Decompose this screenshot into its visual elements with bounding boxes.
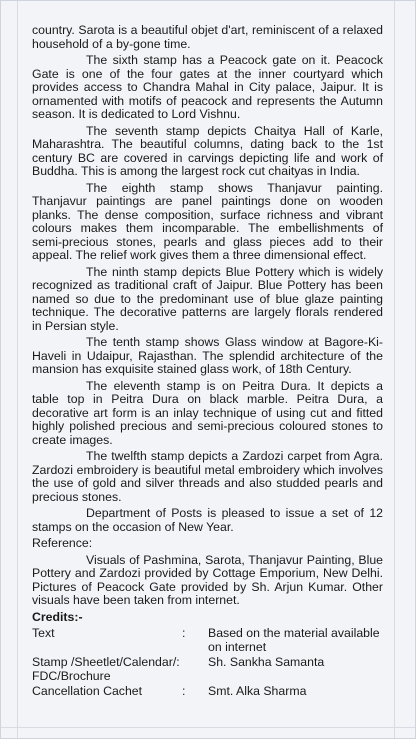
body-paragraph: The seventh stamp depicts Chaitya Hall of Karle, Maharashtra. The beautiful columns, dating back to the 1st century BC are covered in carvings depicting life and work of Buddha. This is among the largest rock cut chaityas in India. xyxy=(32,123,383,178)
credit-value: Based on the material available on internet xyxy=(208,626,380,654)
reference-text: Visuals of Pashmina, Sarota, Thanjavur Painting, Blue Pottery and Zardozi provided by Cottage Emporium, New Delhi. Pictures of Peacock Gate provided by Sh. Arjun Kumar. Other visuals have been taken from internet. xyxy=(32,552,383,607)
body-paragraph: The eleventh stamp is on Peitra Dura. It depicts a table top in Peitra Dura on black marble. Peitra Dura, a decorative art form is an inlay technique of using cut and fitted highly polished precious and semi-precious coloured stones to create images. xyxy=(32,378,383,447)
reference-heading: Reference: xyxy=(32,536,93,550)
credit-colon xyxy=(182,656,208,683)
body-paragraph: country. Sarota is a beautiful objet d'art, reminiscent of a relaxed household of a by-gone time. xyxy=(32,23,383,51)
credit-label: Stamp /Sheetlet/Calendar/: FDC/Brochure xyxy=(32,655,180,683)
credit-row xyxy=(32,627,383,654)
body-paragraph: The ninth stamp depicts Blue Pottery which is widely recognized as traditional craft of Jaipur. Blue Pottery has been named so due to the predominant use of blue glaze painting technique. The decorative patterns are largely florals rendered in Persian style. xyxy=(32,264,383,333)
fold-line-right xyxy=(394,1,395,738)
credit-row xyxy=(32,685,383,699)
brochure-text xyxy=(32,24,383,701)
body-paragraph: Department of Posts is pleased to issue a set of 12 stamps on the occasion of New Year. xyxy=(32,506,383,534)
body-paragraph: The eighth stamp shows Thanjavur painting. Thanjavur paintings are panel paintings done on wooden planks. The dense composition, surface richness and vibrant colours makes them incomparable. The embellishments of semi-precious stones, pearls and glass pieces add to their appeal. The relief work gives them a three dimensional effect. xyxy=(32,180,383,262)
body-paragraph: The twelfth stamp depicts a Zardozi carpet from Agra. Zardozi embroidery is beautiful metal embroidery which involves the use of gold and silver threads and also studded pearls and precious stones. xyxy=(32,449,383,504)
fold-line-left xyxy=(17,1,18,738)
bottom-edge-line xyxy=(1,727,415,728)
credit-colon: : xyxy=(182,626,186,640)
credit-row xyxy=(32,656,383,683)
body-paragraph: The sixth stamp has a Peacock gate on it. Peacock Gate is one of the four gates at the inner courtyard which provides access to Chandra Mahal in City palace, Jaipur. It is ornamented with motifs of peacock and represents the Autumn season. It is dedicated to Lord Vishnu. xyxy=(32,53,383,121)
credit-value: Smt. Alka Sharma xyxy=(208,684,307,698)
credits-heading: Credits:- xyxy=(32,609,83,624)
paragraph-list xyxy=(32,24,383,534)
credit-value: Sh. Sankha Samanta xyxy=(208,655,325,669)
credit-label: Cancellation Cachet xyxy=(32,684,143,698)
body-paragraph: The tenth stamp shows Glass window at Bagore-Ki-Haveli in Udaipur, Rajasthan. The splendid architecture of the mansion has exquisite stained glass work, of 18th Century. xyxy=(32,335,383,376)
credit-label: Text xyxy=(32,626,55,640)
credits-table xyxy=(32,627,383,699)
credit-colon: : xyxy=(182,684,186,698)
